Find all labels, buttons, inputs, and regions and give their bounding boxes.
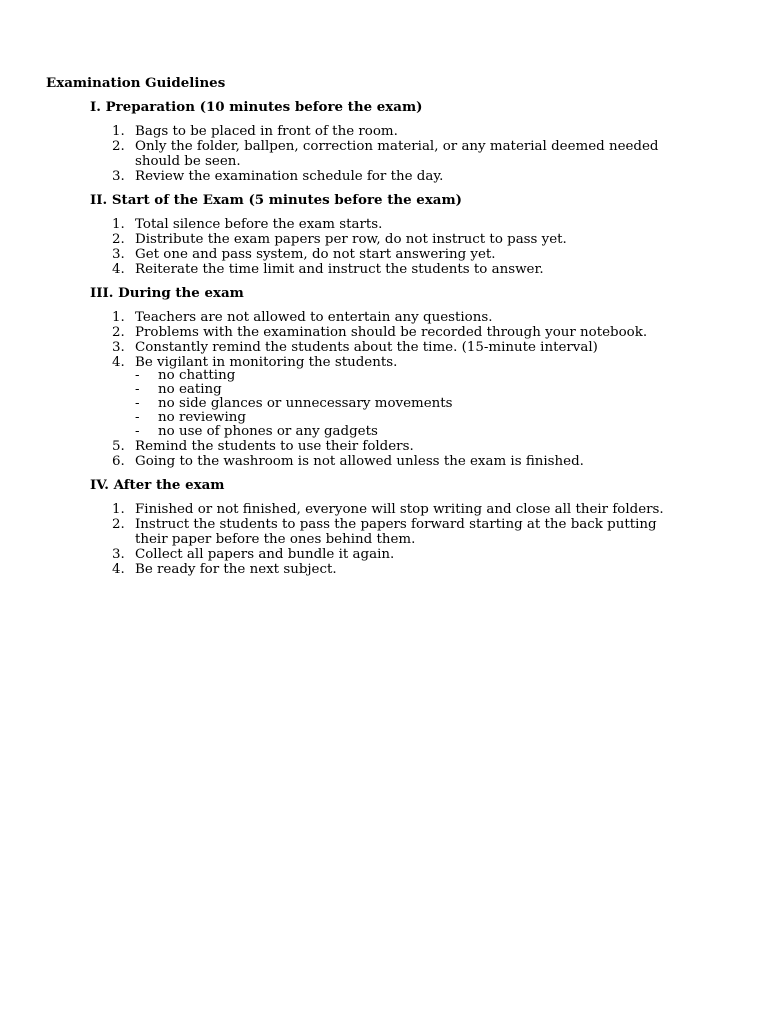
sublist-item (135, 397, 680, 411)
list-item (46, 562, 680, 577)
list-item-number: 4. (112, 562, 125, 577)
list-item-text: Remind the students to use their folders. (135, 439, 414, 454)
section-during-exam (46, 286, 726, 469)
list-item (46, 124, 680, 139)
list-item-text: Only the folder, ballpen, correction material, or any material deemed needed should be seen. (135, 139, 659, 169)
list-item-number: 2. (112, 517, 125, 532)
numbered-list (46, 217, 726, 277)
list-item-text: Review the examination schedule for the day. (135, 169, 444, 184)
sublist-item-text: no eating (158, 382, 222, 397)
list-item-number: 1. (112, 502, 125, 517)
list-item (46, 247, 680, 262)
document-body (46, 76, 726, 586)
list-item (46, 139, 680, 169)
dash-bullet: - (135, 424, 140, 439)
dash-bullet: - (135, 382, 140, 397)
list-item-number: 3. (112, 169, 125, 184)
list-item (46, 169, 680, 184)
list-item-text: Problems with the examination should be recorded through your notebook. (135, 325, 648, 340)
dash-bullet: - (135, 368, 140, 383)
bullet-sublist (135, 369, 680, 439)
sublist-item (135, 383, 680, 397)
list-item-text: Instruct the students to pass the papers forward starting at the back putting their paper before the ones behind them. (135, 517, 657, 547)
list-item-text: Reiterate the time limit and instruct the students to answer. (135, 262, 544, 277)
list-item-text: Get one and pass system, do not start answering yet. (135, 247, 496, 262)
section-preparation (46, 100, 726, 184)
numbered-list (46, 124, 726, 184)
sublist-item-text: no side glances or unnecessary movements (158, 396, 453, 411)
sublist-item (135, 425, 680, 439)
list-item (46, 454, 680, 469)
dash-bullet: - (135, 410, 140, 425)
list-item-text: Total silence before the exam starts. (135, 217, 383, 232)
list-item-text: Teachers are not allowed to entertain any questions. (135, 310, 493, 325)
list-item-number: 1. (112, 124, 125, 139)
numbered-list (46, 310, 726, 469)
list-item-number: 3. (112, 247, 125, 262)
sublist-item-text: no use of phones or any gadgets (158, 424, 378, 439)
list-item (46, 340, 680, 355)
list-item-text: Collect all papers and bundle it again. (135, 547, 395, 562)
list-item (46, 547, 680, 562)
sublist-item-text: no chatting (158, 368, 236, 383)
list-item-number: 6. (112, 454, 125, 469)
list-item (46, 355, 680, 439)
list-item (46, 502, 680, 517)
list-item (46, 517, 680, 547)
list-item-text: Constantly remind the students about the time. (15-minute interval) (135, 340, 598, 355)
section-heading: I. Preparation (10 minutes before the exam) (90, 99, 423, 115)
sublist-item-text: no reviewing (158, 410, 246, 425)
list-item-number: 2. (112, 139, 125, 154)
list-item-text: Be ready for the next subject. (135, 562, 337, 577)
list-item-number: 1. (112, 217, 125, 232)
section-heading: IV. After the exam (90, 477, 225, 493)
list-item-text: Be vigilant in monitoring the students. (135, 355, 398, 370)
dash-bullet: - (135, 396, 140, 411)
list-item-number: 2. (112, 325, 125, 340)
list-item (46, 325, 680, 340)
section-after-exam (46, 478, 726, 577)
section-heading: II. Start of the Exam (5 minutes before the exam) (90, 192, 462, 208)
list-item-number: 3. (112, 547, 125, 562)
list-item (46, 262, 680, 277)
list-item-number: 1. (112, 310, 125, 325)
list-item (46, 310, 680, 325)
numbered-list (46, 502, 726, 577)
list-item (46, 217, 680, 232)
list-item-text: Finished or not finished, everyone will stop writing and close all their folders. (135, 502, 664, 517)
list-item-text: Distribute the exam papers per row, do not instruct to pass yet. (135, 232, 567, 247)
list-item-number: 3. (112, 340, 125, 355)
list-item-number: 2. (112, 232, 125, 247)
list-item (46, 232, 680, 247)
sublist-item (135, 369, 680, 383)
sublist-item (135, 411, 680, 425)
section-heading: III. During the exam (90, 285, 244, 301)
list-item-text: Bags to be placed in front of the room. (135, 124, 398, 139)
list-item-text: Going to the washroom is not allowed unless the exam is finished. (135, 454, 584, 469)
list-item-number: 4. (112, 262, 125, 277)
list-item-number: 4. (112, 355, 125, 370)
list-item-number: 5. (112, 439, 125, 454)
section-start-of-exam (46, 193, 726, 277)
list-item (46, 439, 680, 454)
document-title: Examination Guidelines (46, 75, 226, 91)
